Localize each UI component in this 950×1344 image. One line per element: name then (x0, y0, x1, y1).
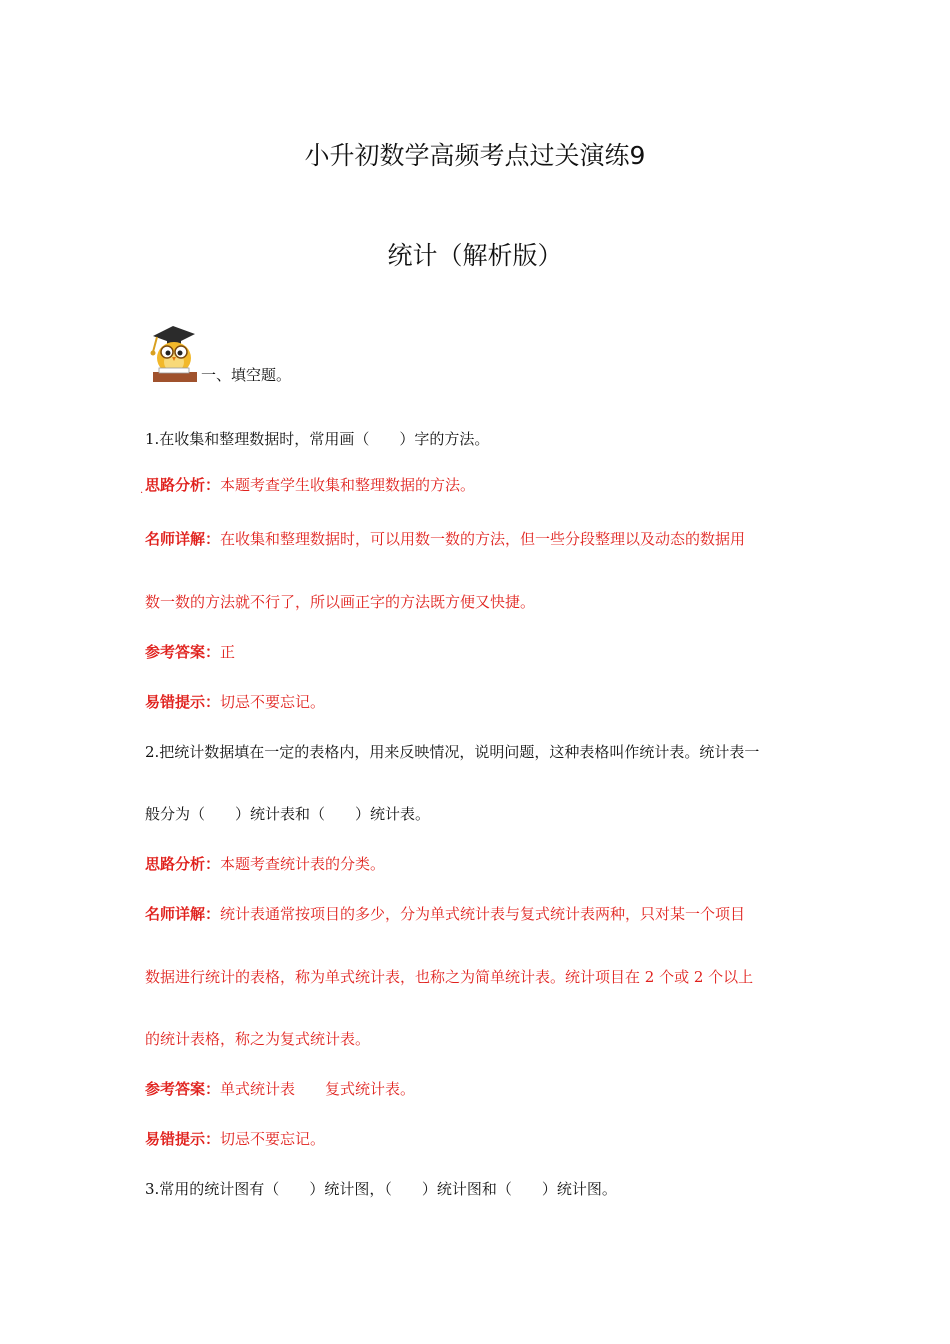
q1-tip-label: 易错提示： (145, 693, 221, 711)
question-2-line-2: 般分为（ ）统计表和（ ）统计表。 (145, 805, 431, 823)
q2-analysis-label: 思路分析： (145, 855, 221, 873)
q2-answer (145, 1078, 415, 1099)
q2-answer-label: 参考答案： (145, 1080, 221, 1098)
q2-tip-label: 易错提示： (145, 1130, 221, 1148)
question-3: 3.常用的统计图有（ ）统计图，（ ）统计图和（ ）统计图。 (145, 1180, 617, 1198)
question-1: 1.在收集和整理数据时，常用画（ ）字的方法。 (145, 430, 490, 448)
q2-explain-text-2: 数据进行统计的表格，称为单式统计表，也称之为简单统计表。统计项目在 2 个或 2 个以上 (145, 968, 754, 986)
owl-graduate-icon (143, 322, 201, 384)
q2-analysis-text: 本题考查统计表的分类。 (220, 855, 386, 873)
q2-answer-text: 单式统计表 复式统计表。 (220, 1080, 416, 1098)
q1-explain-label: 名师详解： (145, 530, 221, 548)
q2-tip-text: 切忌不要忘记。 (220, 1130, 326, 1148)
q1-tip (145, 691, 325, 712)
question-2-line-1: 2.把统计数据填在一定的表格内，用来反映情况，说明问题，这种表格叫作统计表。统计表一 (145, 743, 760, 761)
q2-explain-text-1: 统计表通常按项目的多少，分为单式统计表与复式统计表两种，只对某一个项目 (220, 905, 746, 923)
q2-explain (145, 903, 745, 924)
q1-explain (145, 528, 745, 549)
section-label: 一、填空题。 (201, 366, 292, 384)
margin-dot: . (140, 485, 144, 496)
q1-answer (145, 641, 235, 662)
q1-analysis (145, 474, 475, 495)
q2-explain-label: 名师详解： (145, 905, 221, 923)
q1-answer-label: 参考答案： (145, 643, 221, 661)
q1-explain-text-1: 在收集和整理数据时，可以用数一数的方法，但一些分段整理以及动态的数据用 (220, 530, 746, 548)
q2-explain-text-3: 的统计表格，称之为复式统计表。 (145, 1030, 371, 1048)
q1-tip-text: 切忌不要忘记。 (220, 693, 326, 711)
page-title: 小升初数学高频考点过关演练9 (304, 141, 646, 170)
q1-explain-text-2: 数一数的方法就不行了，所以画正字的方法既方便又快捷。 (145, 593, 536, 611)
q2-tip (145, 1128, 325, 1149)
q2-analysis (145, 853, 385, 874)
page-subtitle: 统计（解析版） (387, 241, 563, 270)
q1-answer-text: 正 (220, 643, 236, 661)
q1-analysis-text: 本题考查学生收集和整理数据的方法。 (220, 476, 476, 494)
q1-analysis-label: 思路分析： (145, 476, 221, 494)
